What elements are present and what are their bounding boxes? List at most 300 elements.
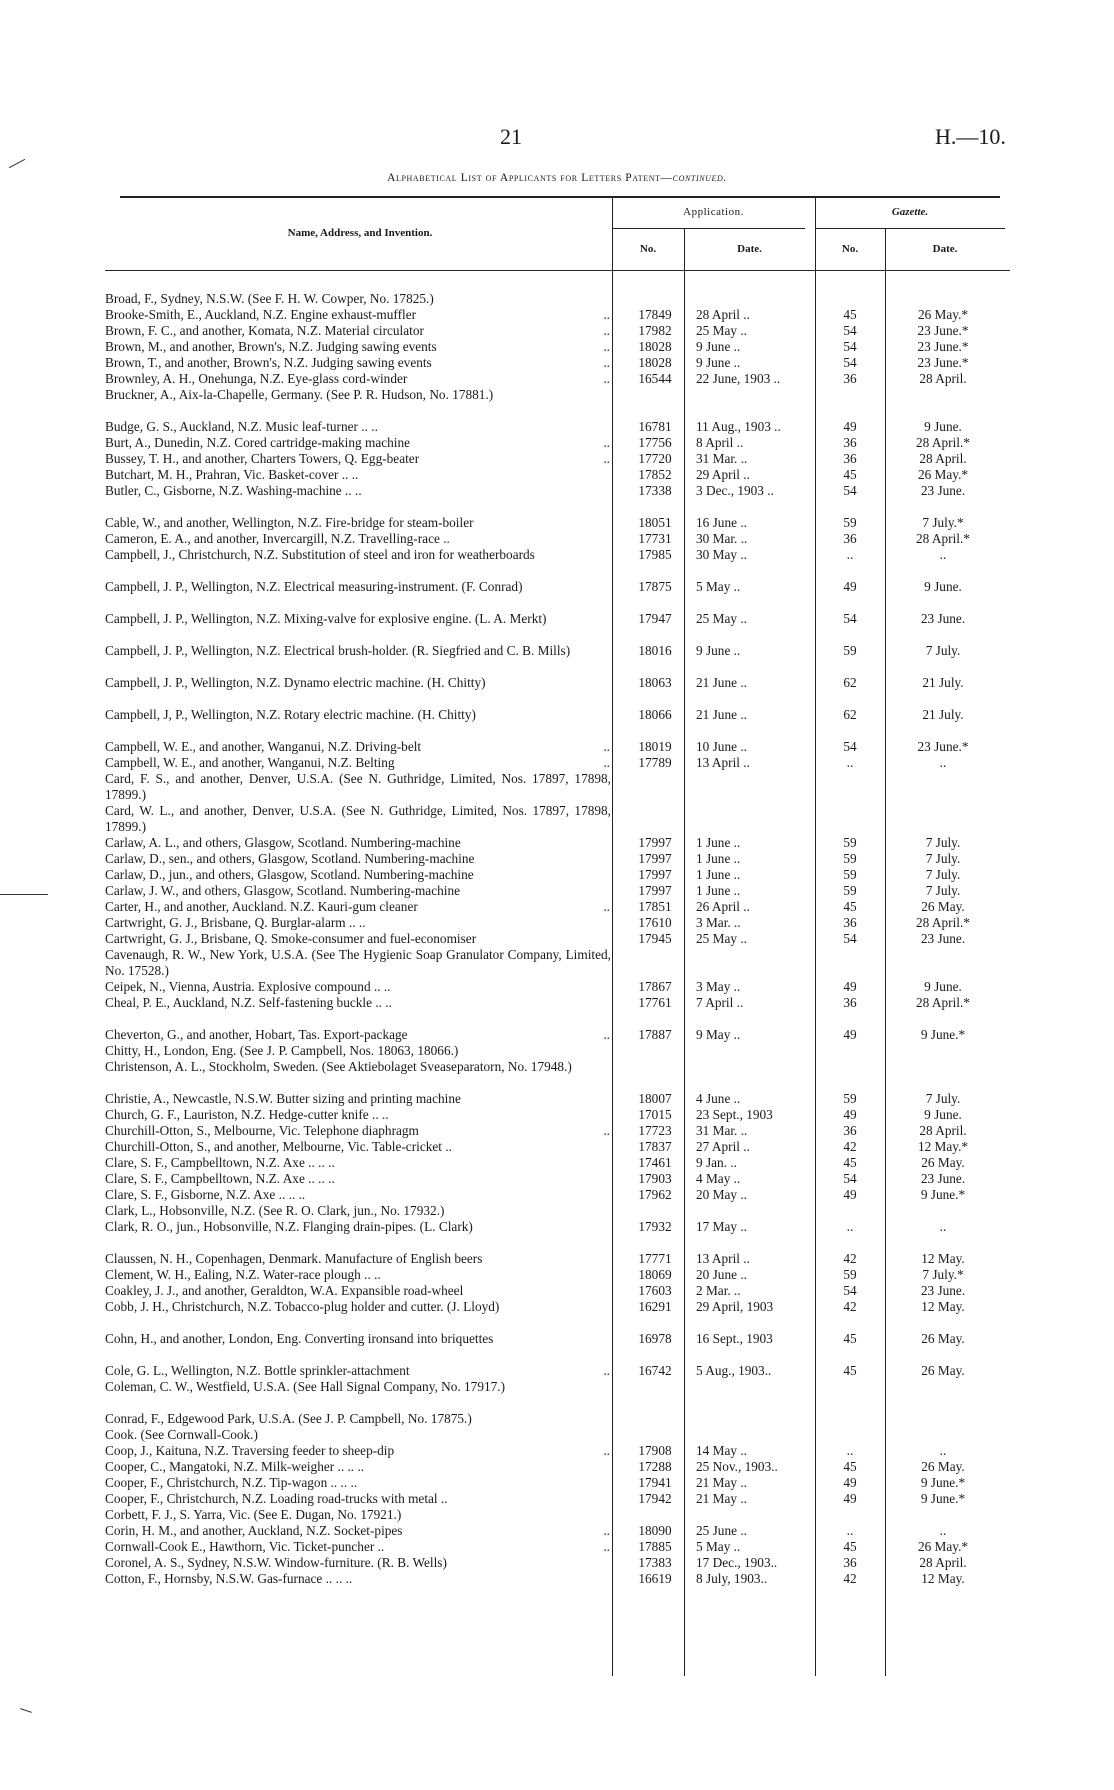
application-date: 25 May ..	[696, 611, 747, 626]
gazette-date: 28 April.	[919, 1123, 967, 1138]
application-date: 25 June ..	[696, 1523, 747, 1538]
application-number: 17867	[638, 979, 672, 994]
table-row	[0, 979, 1114, 995]
application-date: 30 May ..	[696, 547, 747, 562]
application-date: 25 May ..	[696, 931, 747, 946]
application-date: 5 May ..	[696, 579, 741, 594]
application-date: 11 Aug., 1903 ..	[696, 419, 781, 434]
gazette-date: 12 May.	[921, 1251, 965, 1266]
leader-dots: ..	[603, 451, 610, 466]
table-row	[0, 1267, 1114, 1283]
gazette-number: ..	[846, 1523, 854, 1538]
table-row	[0, 995, 1114, 1027]
application-number: 18028	[638, 339, 672, 354]
applicant-entry: Cornwall-Cook E., Hawthorn, Vic. Ticket-puncher ..	[105, 1539, 385, 1554]
table-row	[0, 435, 1114, 451]
applicant-entry: Churchill-Otton, S., Melbourne, Vic. Telephone diaphragm	[105, 1123, 419, 1138]
applicant-entry: Cooper, F., Christchurch, N.Z. Tip-wagon .. .. ..	[105, 1475, 358, 1490]
gazette-number: 45	[843, 307, 857, 322]
gazette-date: 7 July.	[925, 883, 961, 898]
applicant-entry: Budge, G. S., Auckland, N.Z. Music leaf-turner .. ..	[105, 419, 378, 434]
table-row	[0, 419, 1114, 435]
leader-dots: ..	[603, 355, 610, 370]
gazette-date: 23 June.	[920, 611, 966, 626]
leader-dots: ..	[603, 435, 610, 450]
gazette-date: 23 June.*	[917, 339, 969, 354]
gazette-date: 9 June.*	[920, 1475, 966, 1490]
application-date: 31 Mar. ..	[696, 1123, 748, 1138]
table-row	[0, 899, 1114, 915]
application-date: 1 June ..	[696, 851, 741, 866]
gazette-date: 26 May.*	[917, 307, 969, 322]
table-row	[0, 323, 1114, 339]
application-number: 17771	[638, 1251, 672, 1266]
table-row	[0, 675, 1114, 707]
table-row	[0, 291, 1114, 307]
table-row	[0, 579, 1114, 611]
gazette-date: 23 June.	[920, 931, 966, 946]
gazette-number: 59	[843, 835, 857, 850]
table-row	[0, 1571, 1114, 1587]
table-row	[0, 1283, 1114, 1299]
gazette-number: ..	[846, 1443, 854, 1458]
gazette-date: 23 June.	[920, 483, 966, 498]
gazette-number: 45	[843, 899, 857, 914]
gazette-date: 21 July.	[922, 675, 964, 690]
gazette-number: 36	[843, 995, 857, 1010]
gazette-date: 28 April.	[919, 1555, 967, 1570]
application-number: 17383	[638, 1555, 672, 1570]
applicant-entry: Clare, S. F., Campbelltown, N.Z. Axe .. .. ..	[105, 1171, 335, 1186]
application-number: 17288	[638, 1459, 672, 1474]
page-title-continued: continued.	[672, 172, 727, 184]
application-date: 8 April ..	[696, 435, 744, 450]
applicant-entry: Cheverton, G., and another, Hobart, Tas. Export-package	[105, 1027, 408, 1042]
application-number: 17461	[638, 1155, 672, 1170]
application-date: 22 June, 1903 ..	[696, 371, 781, 386]
application-date: 9 June ..	[696, 355, 741, 370]
gazette-date: 28 April.	[919, 371, 967, 386]
applicant-entry: Clement, W. H., Ealing, N.Z. Water-race plough .. ..	[105, 1267, 381, 1282]
applicant-entry: Ceipek, N., Vienna, Austria. Explosive compound .. ..	[105, 979, 391, 994]
applicant-entry: Broad, F., Sydney, N.S.W. (See F. H. W. Cowper, No. 17825.)	[105, 291, 434, 306]
application-number: 18069	[638, 1267, 672, 1282]
application-number: 17837	[638, 1139, 672, 1154]
table-row	[0, 1107, 1114, 1123]
application-number: 17932	[638, 1219, 672, 1234]
table-row	[0, 1187, 1114, 1203]
application-number: 16978	[638, 1331, 672, 1346]
application-date: 21 May ..	[696, 1475, 747, 1490]
application-date: 20 June ..	[696, 1267, 747, 1282]
leader-dots: ..	[603, 739, 610, 754]
application-date: 8 July, 1903..	[696, 1571, 768, 1586]
gazette-number: 36	[843, 451, 857, 466]
application-number: 16781	[638, 419, 672, 434]
gazette-date: 28 April.	[919, 451, 967, 466]
table-row	[0, 611, 1114, 643]
gazette-date: ..	[939, 1523, 947, 1538]
application-date: 14 May ..	[696, 1443, 747, 1458]
header-app-date: Date.	[737, 243, 762, 255]
application-number: 17338	[638, 483, 672, 498]
table-row	[0, 1091, 1114, 1107]
applicant-entry: Bruckner, A., Aix-la-Chapelle, Germany. (See P. R. Hudson, No. 17881.)	[105, 387, 494, 402]
application-number: 17885	[638, 1539, 672, 1554]
applicant-entry: Campbell, J., Christchurch, N.Z. Substitution of steel and iron for weatherboards	[105, 547, 535, 562]
applicant-entry: Coop, J., Kaituna, N.Z. Traversing feeder to sheep-dip	[105, 1443, 395, 1458]
application-date: 23 Sept., 1903	[696, 1107, 773, 1122]
application-number: 16619	[638, 1571, 672, 1586]
application-date: 21 May ..	[696, 1491, 747, 1506]
table-row	[0, 1043, 1114, 1059]
gazette-date: 9 June.	[924, 579, 962, 594]
applicant-entry: Cooper, F., Christchurch, N.Z. Loading road-trucks with metal ..	[105, 1491, 448, 1506]
application-date: 1 June ..	[696, 835, 741, 850]
gazette-number: 49	[843, 419, 857, 434]
application-number: 18090	[638, 1523, 672, 1538]
application-number: 17731	[638, 531, 672, 546]
page-number: 21	[500, 124, 522, 149]
application-date: 1 June ..	[696, 867, 741, 882]
application-date: 13 April ..	[696, 1251, 750, 1266]
table-row	[0, 1059, 1114, 1091]
gazette-date: 23 June.	[920, 1171, 966, 1186]
applicant-entry: Clark, L., Hobsonville, N.Z. (See R. O. Clark, jun., No. 17932.)	[105, 1203, 445, 1218]
gazette-number: 49	[843, 579, 857, 594]
application-number: 17761	[638, 995, 672, 1010]
gazette-date: 26 May.	[921, 1331, 965, 1346]
applicant-entry: Carlaw, D., sen., and others, Glasgow, Scotland. Numbering-machine	[105, 851, 475, 866]
gazette-date: 26 May.	[921, 1459, 965, 1474]
document-code: H.—10.	[935, 124, 1006, 149]
application-number: 17942	[638, 1491, 672, 1506]
leader-dots: ..	[603, 1539, 610, 1554]
gazette-date: 28 April.*	[916, 995, 970, 1010]
application-date: 27 April ..	[696, 1139, 750, 1154]
gazette-number: 45	[843, 1539, 857, 1554]
application-number: 17875	[638, 579, 672, 594]
table-row	[0, 803, 1114, 835]
application-date: 25 Nov., 1903..	[696, 1459, 778, 1474]
application-date: 10 June ..	[696, 739, 747, 754]
applicant-entry: Bussey, T. H., and another, Charters Towers, Q. Egg-beater	[105, 451, 420, 466]
gazette-number: ..	[846, 755, 854, 770]
applicant-entry: Carter, H., and another, Auckland. N.Z. Kauri-gum cleaner	[105, 899, 418, 914]
application-number: 17603	[638, 1283, 672, 1298]
applicant-entry: Cotton, F., Hornsby, N.S.W. Gas-furnace .. .. ..	[105, 1571, 353, 1586]
gazette-number: 42	[843, 1251, 857, 1266]
gazette-number: 59	[843, 1091, 857, 1106]
gazette-date: 9 June.*	[920, 1187, 966, 1202]
table-row	[0, 915, 1114, 931]
application-date: 4 May ..	[696, 1171, 741, 1186]
gazette-number: ..	[846, 1219, 854, 1234]
application-number: 17997	[638, 851, 672, 866]
table-row	[0, 1123, 1114, 1139]
header-gaz-no: No.	[841, 243, 859, 255]
gazette-number: 36	[843, 531, 857, 546]
table-row	[0, 1475, 1114, 1491]
table-row	[0, 371, 1114, 387]
application-date: 13 April ..	[696, 755, 750, 770]
applicant-entry: Cartwright, G. J., Brisbane, Q. Burglar-alarm .. ..	[105, 915, 366, 930]
header-gaz-date: Date.	[932, 243, 958, 255]
gazette-date: 21 July.	[922, 707, 964, 722]
gazette-number: 54	[843, 1171, 857, 1186]
gazette-date: 26 May.*	[917, 1539, 969, 1554]
table-row	[0, 1203, 1114, 1219]
gazette-date: 7 July.	[925, 867, 961, 882]
application-number: 17887	[638, 1027, 672, 1042]
table-row	[0, 835, 1114, 851]
gazette-number: 54	[843, 355, 857, 370]
applicant-entry: Cable, W., and another, Wellington, N.Z. Fire-bridge for steam-boiler	[105, 515, 474, 530]
application-date: 7 April ..	[696, 995, 744, 1010]
leader-dots: ..	[603, 371, 610, 386]
gazette-number: ..	[846, 547, 854, 562]
table-row	[0, 1443, 1114, 1459]
table-row	[0, 1411, 1114, 1427]
leader-dots: ..	[603, 1123, 610, 1138]
gazette-number: 59	[843, 643, 857, 658]
application-date: 31 Mar. ..	[696, 451, 748, 466]
table-row	[0, 1155, 1114, 1171]
table-row	[0, 1379, 1114, 1411]
application-date: 16 June ..	[696, 515, 747, 530]
gazette-number: 45	[843, 1331, 857, 1346]
gazette-date: 28 April.*	[916, 435, 970, 450]
gazette-date: 23 June.	[920, 1283, 966, 1298]
table-row	[0, 1491, 1114, 1507]
table-row	[0, 1331, 1114, 1363]
table-row	[0, 947, 1114, 979]
gazette-number: 36	[843, 435, 857, 450]
gazette-date: 26 May.	[921, 1363, 965, 1378]
application-date: 29 April ..	[696, 467, 750, 482]
application-number: 17982	[638, 323, 672, 338]
gazette-number: 45	[843, 1459, 857, 1474]
table-row	[0, 931, 1114, 947]
application-number: 17997	[638, 883, 672, 898]
application-number: 17997	[638, 867, 672, 882]
table-row	[0, 1171, 1114, 1187]
leader-dots: ..	[603, 1363, 610, 1378]
gazette-date: 23 June.*	[917, 739, 969, 754]
applicant-entry: Campbell, J. P., Wellington, N.Z. Mixing-valve for explosive engine. (L. A. Merkt)	[105, 611, 547, 626]
gazette-number: 42	[843, 1139, 857, 1154]
applicant-entry: Campbell, J. P., Wellington, N.Z. Electrical measuring-instrument. (F. Conrad)	[105, 579, 523, 594]
gazette-number: 54	[843, 1283, 857, 1298]
applicant-entry: Claussen, N. H., Copenhagen, Denmark. Manufacture of English beers	[105, 1251, 483, 1266]
application-date: 9 June ..	[696, 339, 741, 354]
leader-dots: ..	[603, 339, 610, 354]
gazette-number: 62	[843, 675, 857, 690]
applicant-entry: Church, G. F., Lauriston, N.Z. Hedge-cutter knife .. ..	[105, 1107, 389, 1122]
application-date: 17 Dec., 1903..	[696, 1555, 778, 1570]
applicant-entry: Campbell, J. P., Wellington, N.Z. Electrical brush-holder. (R. Siegfried and C. B. Mills)	[105, 643, 571, 658]
applicant-entry: Card, W. L., and another, Denver, U.S.A. (See N. Guthridge, Limited, Nos. 17897, 17898, 17899.)	[105, 803, 611, 834]
gazette-number: 36	[843, 1555, 857, 1570]
gazette-date: 12 May.*	[917, 1139, 969, 1154]
gazette-number: 42	[843, 1299, 857, 1314]
application-number: 17985	[638, 547, 672, 562]
gazette-date: 12 May.	[921, 1571, 965, 1586]
gazette-date: ..	[939, 1443, 947, 1458]
applicant-entry: Coronel, A. S., Sydney, N.S.W. Window-furniture. (R. B. Wells)	[105, 1555, 447, 1570]
gazette-number: 36	[843, 371, 857, 386]
gazette-number: 49	[843, 1027, 857, 1042]
application-date: 4 June ..	[696, 1091, 741, 1106]
leader-dots: ..	[603, 755, 610, 770]
gazette-number: 49	[843, 1491, 857, 1506]
application-date: 29 April, 1903	[696, 1299, 774, 1314]
application-number: 17941	[638, 1475, 672, 1490]
table-row	[0, 851, 1114, 867]
application-date: 17 May ..	[696, 1219, 747, 1234]
application-number: 17015	[638, 1107, 672, 1122]
table-row	[0, 531, 1114, 547]
leader-dots: ..	[603, 1027, 610, 1042]
header-app-no: No.	[639, 243, 657, 255]
header-gazette: Gazette.	[891, 206, 929, 218]
gazette-number: 54	[843, 611, 857, 626]
table-row	[0, 1139, 1114, 1155]
table-row	[0, 1363, 1114, 1379]
application-number: 16291	[638, 1299, 672, 1314]
gazette-date: 28 April.*	[916, 531, 970, 546]
applicant-entry: Cohn, H., and another, London, Eng. Converting ironsand into briquettes	[105, 1331, 494, 1346]
leader-dots: ..	[603, 323, 610, 338]
table-row	[0, 867, 1114, 883]
application-number: 18051	[638, 515, 672, 530]
applicant-entry: Cook. (See Cornwall-Cook.)	[105, 1427, 258, 1442]
table-row	[0, 1427, 1114, 1443]
gazette-number: 54	[843, 739, 857, 754]
gazette-date: 26 May.	[921, 899, 965, 914]
gazette-number: 49	[843, 1187, 857, 1202]
application-date: 25 May ..	[696, 323, 747, 338]
applicant-entry: Campbell, J, P., Wellington, N.Z. Rotary electric machine. (H. Chitty)	[105, 707, 476, 722]
applicant-entry: Brooke-Smith, E., Auckland, N.Z. Engine exhaust-muffler	[105, 307, 417, 322]
applicant-entry: Cooper, C., Mangatoki, N.Z. Milk-weigher .. .. ..	[105, 1459, 365, 1474]
application-date: 3 May ..	[696, 979, 741, 994]
table-row	[0, 755, 1114, 771]
gazette-number: 45	[843, 1363, 857, 1378]
table-row	[0, 483, 1114, 499]
applicant-entry: Cavenaugh, R. W., New York, U.S.A. (See The Hygienic Soap Granulator Company, Limited, No. 17528.)	[105, 947, 611, 978]
applicant-entry: Coakley, J. J., and another, Geraldton, W.A. Expansible road-wheel	[105, 1283, 464, 1298]
table-row	[0, 883, 1114, 899]
gazette-date: 7 July.	[925, 1091, 961, 1106]
applicant-entry: Clark, R. O., jun., Hobsonville, N.Z. Flanging drain-pipes. (L. Clark)	[105, 1219, 473, 1234]
leader-dots: ..	[603, 899, 610, 914]
table-row	[0, 339, 1114, 355]
gazette-number: 59	[843, 867, 857, 882]
header-application: Application.	[683, 206, 744, 218]
table-row	[0, 1027, 1114, 1043]
gazette-number: 49	[843, 1107, 857, 1122]
applicant-entry: Campbell, W. E., and another, Wanganui, N.Z. Driving-belt	[105, 739, 422, 754]
gazette-date: 26 May.*	[917, 467, 969, 482]
applicant-entry: Brown, T., and another, Brown's, N.Z. Judging sawing events	[105, 355, 432, 370]
gazette-date: 23 June.*	[917, 355, 969, 370]
gazette-number: 36	[843, 1123, 857, 1138]
gazette-date: 9 June.	[924, 979, 962, 994]
application-number: 17903	[638, 1171, 672, 1186]
application-date: 5 May ..	[696, 1539, 741, 1554]
applicant-entry: Christenson, A. L., Stockholm, Sweden. (See Aktiebolaget Sveaseparatorn, No. 17948.)	[105, 1059, 572, 1074]
table-row	[0, 1539, 1114, 1555]
table-row	[0, 1299, 1114, 1331]
application-number: 18016	[638, 643, 672, 658]
gazette-number: 45	[843, 467, 857, 482]
gazette-date: 7 July.*	[922, 1267, 964, 1282]
application-date: 21 June ..	[696, 707, 747, 722]
gazette-number: 45	[843, 1155, 857, 1170]
gazette-date: 7 July.	[925, 851, 961, 866]
gazette-number: 59	[843, 1267, 857, 1282]
application-number: 17947	[638, 611, 672, 626]
applicant-entry: Clare, S. F., Campbelltown, N.Z. Axe .. .. ..	[105, 1155, 335, 1170]
applicant-entry: Coleman, C. W., Westfield, U.S.A. (See Hall Signal Company, No. 17917.)	[105, 1379, 506, 1394]
table-row	[0, 1507, 1114, 1523]
application-number: 17720	[638, 451, 672, 466]
gazette-date: 28 April.*	[916, 915, 970, 930]
application-number: 17908	[638, 1443, 672, 1458]
gazette-number: 59	[843, 515, 857, 530]
table-row	[0, 547, 1114, 579]
application-number: 17723	[638, 1123, 672, 1138]
applicant-entry: Campbell, W. E., and another, Wanganui, N.Z. Belting	[105, 755, 395, 770]
table-row	[0, 643, 1114, 675]
gazette-date: ..	[939, 547, 947, 562]
application-date: 21 June ..	[696, 675, 747, 690]
application-number: 18028	[638, 355, 672, 370]
table-row	[0, 707, 1114, 739]
application-number: 16742	[638, 1363, 672, 1378]
applicant-entry: Carlaw, D., jun., and others, Glasgow, Scotland. Numbering-machine	[105, 867, 474, 882]
application-date: 28 April ..	[696, 307, 750, 322]
applicant-entry: Cobb, J. H., Christchurch, N.Z. Tobacco-plug holder and cutter. (J. Lloyd)	[105, 1299, 500, 1314]
leader-dots: ..	[603, 1523, 610, 1538]
gazette-date: 7 July.	[925, 835, 961, 850]
applicant-entry: Cameron, E. A., and another, Invercargill, N.Z. Travelling-race ..	[105, 531, 450, 546]
gazette-date: 12 May.	[921, 1299, 965, 1314]
application-number: 16544	[638, 371, 672, 386]
application-number: 17851	[638, 899, 672, 914]
application-date: 16 Sept., 1903	[696, 1331, 773, 1346]
applicant-entry: Brown, F. C., and another, Komata, N.Z. Material circulator	[105, 323, 424, 338]
gazette-number: 54	[843, 931, 857, 946]
applicant-entry: Cheal, P. E., Auckland, N.Z. Self-fastening buckle .. ..	[105, 995, 392, 1010]
application-number: 17945	[638, 931, 672, 946]
table-row	[0, 355, 1114, 371]
application-date: 3 Dec., 1903 ..	[696, 483, 774, 498]
gazette-date: 26 May.	[921, 1155, 965, 1170]
gazette-number: 62	[843, 707, 857, 722]
table-row	[0, 307, 1114, 323]
applicant-entry: Butler, C., Gisborne, N.Z. Washing-machine .. ..	[105, 483, 362, 498]
applicant-entry: Burt, A., Dunedin, N.Z. Cored cartridge-making machine	[105, 435, 411, 450]
table-row	[0, 387, 1114, 419]
applicant-entry: Card, F. S., and another, Denver, U.S.A. (See N. Guthridge, Limited, Nos. 17897, 17898, 17899.)	[105, 771, 611, 802]
application-date: 9 May ..	[696, 1027, 741, 1042]
gazette-number: 54	[843, 323, 857, 338]
table-row	[0, 739, 1114, 755]
applicant-entry: Carlaw, A. L., and others, Glasgow, Scotland. Numbering-machine	[105, 835, 461, 850]
application-date: 9 Jan. ..	[696, 1155, 737, 1170]
